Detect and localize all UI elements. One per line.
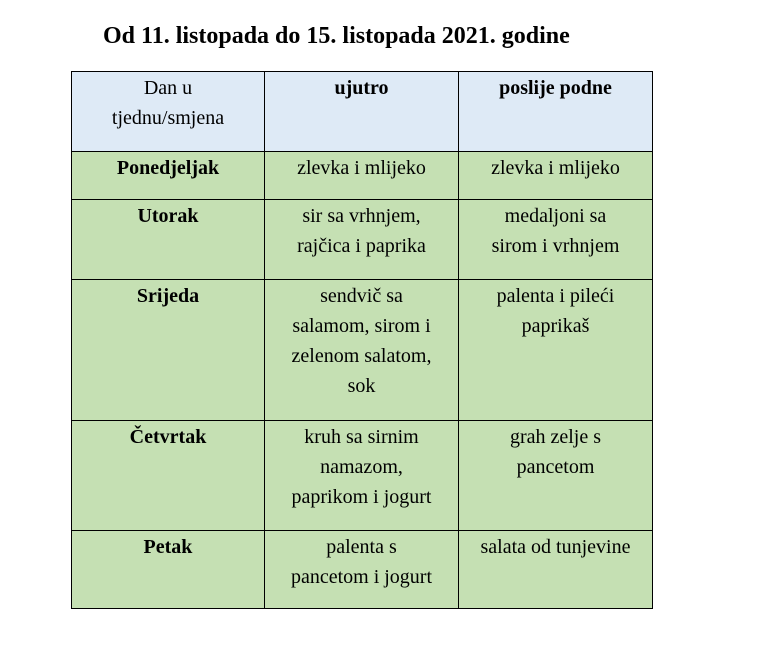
cell-line: palenta s	[326, 536, 397, 558]
morning-cell	[265, 531, 459, 609]
header-day-line: Dan u	[143, 77, 193, 99]
table-row-wednesday	[72, 280, 653, 421]
cell-line: palenta i pileći	[496, 285, 615, 307]
morning-cell	[265, 421, 459, 531]
table-row-monday	[72, 152, 653, 200]
cell-line: salata od tunjevine	[480, 536, 631, 558]
cell-line: sir sa vrhnjem,	[302, 205, 421, 227]
cell-line: sok	[347, 375, 376, 397]
afternoon-cell	[459, 200, 653, 280]
cell-line: paprikom i jogurt	[291, 486, 432, 508]
cell-line: zlevka i mlijeko	[297, 157, 426, 179]
cell-line: pancetom	[516, 456, 595, 478]
cell-line: sirom i vrhnjem	[491, 235, 620, 257]
morning-cell	[265, 280, 459, 421]
afternoon-cell	[459, 152, 653, 200]
table-header-row	[72, 72, 653, 152]
header-day-line: tjednu/smjena	[111, 107, 225, 129]
table-row-friday	[72, 531, 653, 609]
day-cell: Utorak	[72, 200, 265, 280]
day-cell: Četvrtak	[72, 421, 265, 531]
day-cell: Ponedjeljak	[72, 152, 265, 200]
table-row-thursday	[72, 421, 653, 531]
cell-line: zlevka i mlijeko	[491, 157, 620, 179]
cell-line: zelenom salatom,	[291, 345, 432, 367]
day-cell: Petak	[72, 531, 265, 609]
cell-line: sendvič sa	[320, 285, 403, 307]
cell-line: salamom, sirom i	[292, 315, 431, 337]
header-day-shift	[72, 72, 265, 152]
cell-line: grah zelje s	[509, 426, 602, 448]
cell-line: kruh sa sirnim	[304, 426, 419, 448]
cell-line: medaljoni sa	[504, 205, 607, 227]
cell-line: paprikaš	[521, 315, 590, 337]
meal-schedule-table	[71, 71, 653, 609]
morning-cell	[265, 200, 459, 280]
header-afternoon: poslije podne	[459, 72, 653, 152]
header-morning: ujutro	[265, 72, 459, 152]
cell-line: pancetom i jogurt	[290, 566, 433, 588]
morning-cell	[265, 152, 459, 200]
afternoon-cell	[459, 421, 653, 531]
table-row-tuesday	[72, 200, 653, 280]
cell-line: namazom,	[320, 456, 403, 478]
cell-line: rajčica i paprika	[297, 235, 426, 257]
day-cell: Srijeda	[72, 280, 265, 421]
afternoon-cell	[459, 280, 653, 421]
afternoon-cell	[459, 531, 653, 609]
page-title: Od 11. listopada do 15. listopada 2021. godine	[103, 23, 570, 49]
